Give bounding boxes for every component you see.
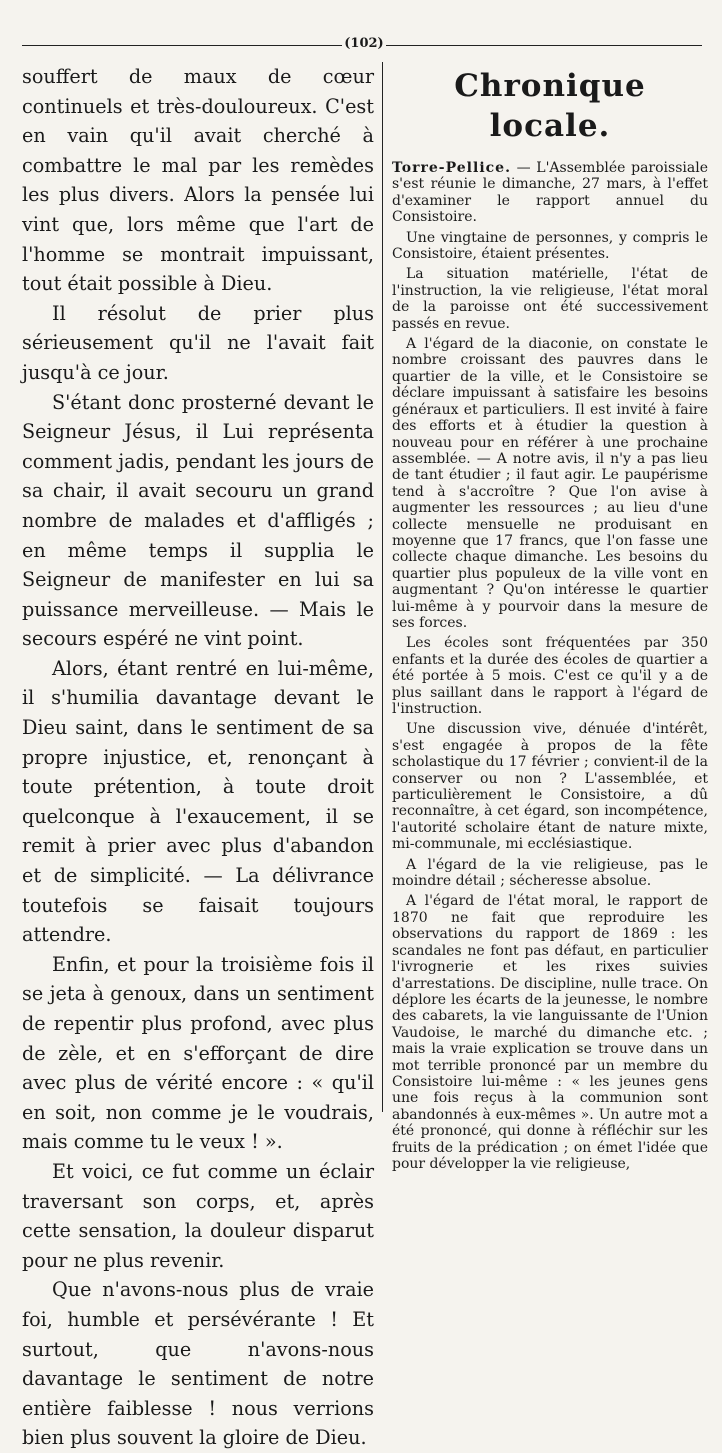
right-column xyxy=(392,62,708,1176)
header-rule-left xyxy=(22,45,342,46)
right-paragraph: Une vingtaine de personnes, y compris le Consistoire, étaient présentes. xyxy=(392,229,708,263)
left-column xyxy=(22,62,374,1453)
place-name: Torre-Pellice. xyxy=(392,160,511,176)
left-paragraph: Que n'avons-nous plus de vraie foi, humble et persévérante ! Et surtout, que n'avons-nous davantage le sentiment de notre entière faiblesse ! nous verrions bien plus souvent la gloire de Dieu. xyxy=(22,1278,374,1450)
lead-text: — L'Assemblée paroissiale s'est réunie le dimanche, 27 mars, à l'effet d'examiner le rapport annuel du Consistoire. xyxy=(392,160,708,226)
right-paragraph: A l'égard de la diaconie, on constate le nombre croissant des pauvres dans le quartier de la ville, et le Consistoire se déclare impuissant à satisfaire les besoins généraux et particuliers. Il est invité à faire des efforts et à étudier la question à nouveau pour en référer à une prochaine assemblée. — A notre avis, il n'y a pas lieu de tant étudier ; il faut agir. Le paupérisme tend à s'accroître ? Que l'on avise à augmenter les ressources ; au lieu d'une collecte mensuelle ne produisant en moyenne que 17 francs, que l'on fasse une collecte chaque dimanche. Les besoins du quartier plus populeux de la ville vont en augmentant ? Qu'on intéresse le quartier lui-même à y pourvoir dans la mesure de ses forces. xyxy=(392,336,708,631)
left-paragraph: souffert de maux de cœur continuels et très-douloureux. C'est en vain qu'il avait cherché à combattre le mal par les remèdes les plus divers. Alors la pensée lui vint que, lors même que l'art de l'homme se montrait impuissant, tout était possible à Dieu. xyxy=(22,65,374,296)
page-number: (102) xyxy=(344,36,384,51)
right-paragraph: A l'égard de la vie religieuse, pas le moindre détail ; sécheresse absolue. xyxy=(392,856,708,890)
column-divider xyxy=(382,62,383,1112)
section-title: Chronique locale. xyxy=(454,68,646,144)
header-rule-right xyxy=(386,45,702,46)
lead-paragraph xyxy=(392,160,708,226)
left-paragraph: Il résolut de prier plus sérieusement qu'il ne l'avait fait jusqu'à ce jour. xyxy=(22,301,374,384)
left-paragraph: Enfin, et pour la troisième fois il se jeta à genoux, dans un sentiment de repentir plus profond, avec plus de zèle, et en s'efforçant de dire avec plus de vérité encore : « qu'il en soit, non comme je le voudrais, mais comme tu le veux ! ». xyxy=(22,952,374,1154)
right-paragraph: A l'égard de l'état moral, le rapport de 1870 ne fait que reproduire les observations du rapport de 1869 : les scandales ne font pas défaut, en particulier l'ivrognerie et les rixes suivies d'arrestations. De discipline, nulle trace. On déplore les écarts de la jeunesse, le nombre des cabarets, la vie languissante de l'Union Vaudoise, le marché du dimanche etc. ; mais la vraie explication se trouve dans un mot terrible prononcé par un membre du Consistoire lui-même : « les jeunes gens une fois reçus à la communion sont abandonnés à eux-mêmes ». Un autre mot a été prononcé, qui donne à réfléchir sur les fruits de la prédication ; on émet l'idée que pour développer la vie religieuse, xyxy=(392,893,708,1172)
left-paragraph: Et voici, ce fut comme un éclair traversant son corps, et, après cette sensation, la douleur disparut pour ne plus revenir. xyxy=(22,1159,374,1272)
page-header xyxy=(22,36,702,56)
right-paragraph: Une discussion vive, dénuée d'intérêt, s'est engagée à propos de la fête scholastique du 17 février ; convient-il de la conserver ou non ? L'assemblée, et particulièrement le Consistoire, a dû reconnaître, à cet égard, son incompétence, l'autorité scholaire étant de nature mixte, mi-communale, mi ecclésiastique. xyxy=(392,721,708,853)
right-paragraph: La situation matérielle, l'état de l'instruction, la vie religieuse, l'état moral de la paroisse ont été successivement passés en revue. xyxy=(392,266,708,332)
right-paragraph: Les écoles sont fréquentées par 350 enfants et la durée des écoles de quartier a été portée à 5 mois. C'est ce qu'il y a de plus saillant dans le rapport à l'égard de l'instruction. xyxy=(392,635,708,717)
left-paragraph: S'étant donc prosterné devant le Seigneur Jésus, il Lui représenta comment jadis, pendant les jours de sa chair, il avait secouru un grand nombre de malades et d'affligés ; en même temps il supplia le Seigneur de manifester en lui sa puissance merveilleuse. — Mais le secours espéré ne vint point. xyxy=(22,390,374,651)
left-paragraph: Alors, étant rentré en lui-même, il s'humilia davantage devant le Dieu saint, dans le sentiment de sa propre injustice, et, renonçant à toute prétention, à toute droit quelconque à l'exaucement, il se remit à prier avec plus d'abandon et de simplicité. — La délivrance toutefois se faisait toujours attendre. xyxy=(22,656,374,947)
